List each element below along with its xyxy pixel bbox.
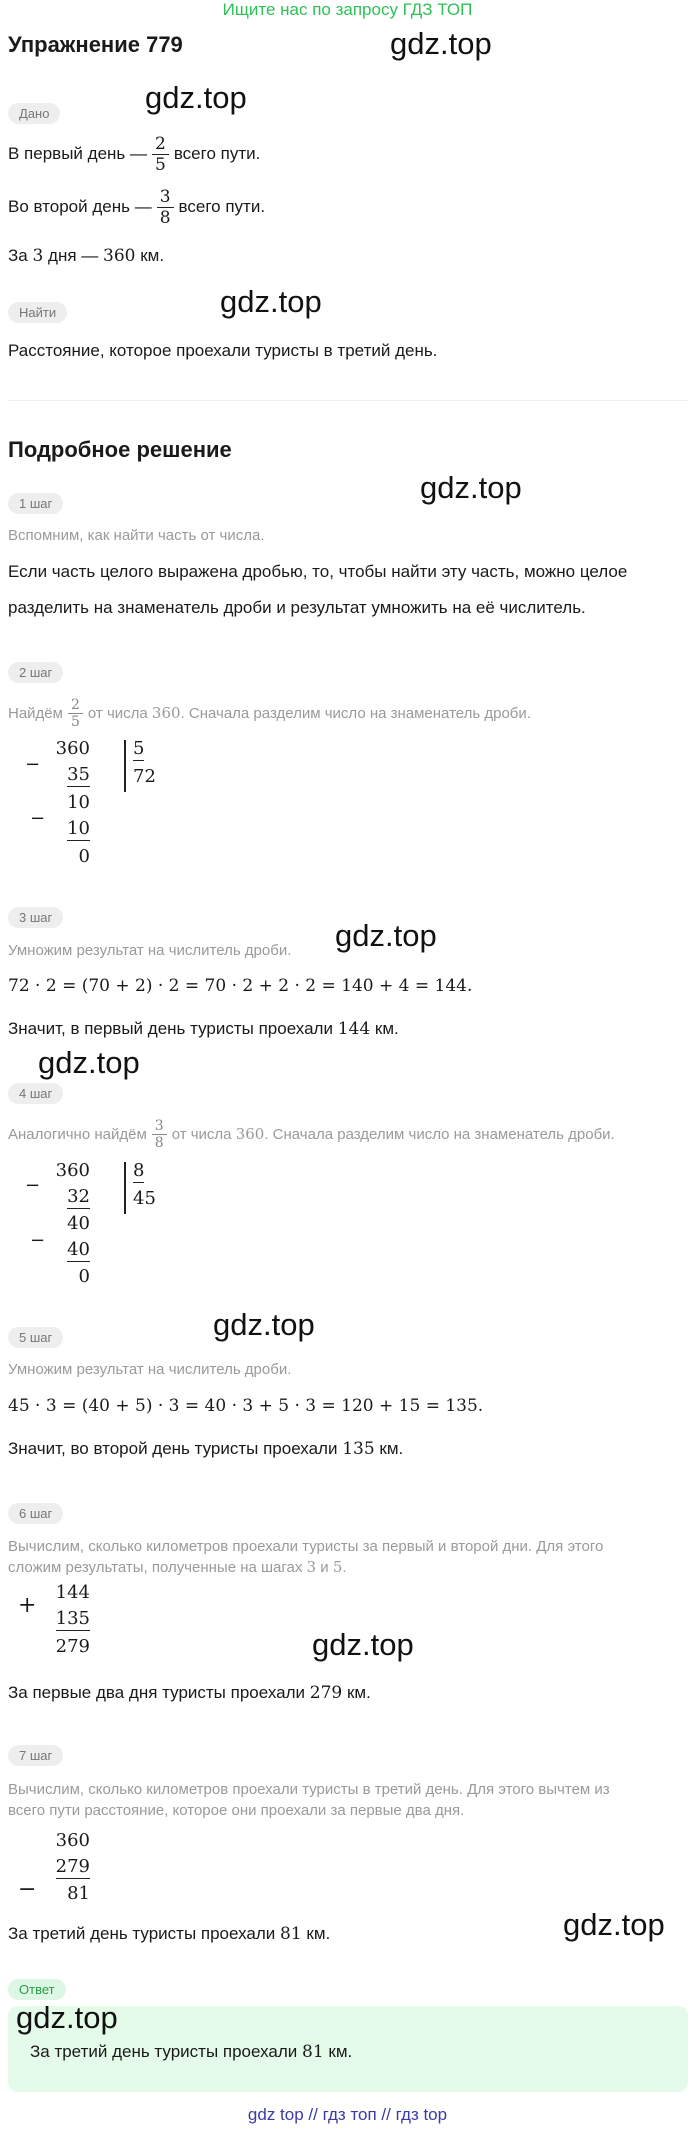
step7-hint-2: всего пути расстояние, которое они проехали за первые два дня. xyxy=(8,1802,465,1819)
long-division-1-divisor: 5 xyxy=(133,738,145,759)
column-addition-sum: 279 xyxy=(55,1636,90,1657)
step3-hint: Умножим результат на числитель дроби. xyxy=(8,942,292,959)
column-addition-b: 135 xyxy=(55,1608,90,1629)
column-subtraction-a: 360 xyxy=(55,1830,90,1851)
step3-result: Значит, в первый день туристы проехали 144 км. xyxy=(8,1019,399,1039)
step2-hint: Найдём $\frac{2}{5}$ от числа 360 . Сначала разделим число на знаменатель дроби. xyxy=(8,696,531,730)
step6-hint-1: Вычислим, сколько километров проехали туристы за первый и второй дни. Для этого xyxy=(8,1538,604,1555)
step7-chip: 7 шаг xyxy=(8,1745,63,1766)
watermark: gdz.top xyxy=(38,1045,140,1080)
long-division-1-rem2: 0 xyxy=(78,846,90,867)
footer-links[interactable]: gdz top // гдз топ // гдз top xyxy=(247,2105,448,2124)
solution-title: Подробное решение xyxy=(8,437,232,462)
step6-chip: 6 шаг xyxy=(8,1503,63,1524)
step1-chip: 1 шаг xyxy=(8,493,63,514)
long-division-1-sign: − xyxy=(30,808,46,829)
fraction: $\frac{3}{8}$ xyxy=(157,187,174,228)
long-division-1-sub2: 10 xyxy=(67,818,90,839)
long-division-2-dividend: 360 xyxy=(55,1160,90,1181)
find-chip: Найти xyxy=(8,302,67,323)
column-subtraction-b: 279 xyxy=(55,1856,90,1877)
step7-result: За третий день туристы проехали 81 км. xyxy=(8,1924,331,1944)
step5-hint: Умножим результат на числитель дроби. xyxy=(8,1361,292,1378)
watermark: gdz.top xyxy=(220,284,322,319)
long-division-2-rem2: 0 xyxy=(78,1266,90,1287)
step5-result: Значит, во второй день туристы проехали 135 км. xyxy=(8,1439,404,1459)
find-text: Расстояние, которое проехали туристы в третий день. xyxy=(8,341,438,360)
step7-hint-1: Вычислим, сколько километров проехали туристы в третий день. Для этого вычтем из xyxy=(8,1781,610,1798)
watermark: gdz.top xyxy=(563,1907,665,1942)
long-division-2-sub1: 32 xyxy=(67,1186,90,1207)
given-chip: Дано xyxy=(8,103,60,124)
watermark: gdz.top xyxy=(213,1307,315,1342)
division-bar xyxy=(124,1162,126,1214)
long-division-2-sign: − xyxy=(25,1175,41,1196)
watermark: gdz.top xyxy=(390,26,492,61)
given-line-2: Во второй день — $\frac{3}{8}$ всего пути. xyxy=(8,186,266,228)
long-division-1-rem1: 10 xyxy=(67,792,90,813)
watermark: gdz.top xyxy=(335,918,437,953)
watermark: gdz.top xyxy=(312,1627,414,1662)
long-division-2-divisor: 8 xyxy=(133,1160,145,1181)
long-division-1-sub1: 35 xyxy=(67,764,90,785)
long-division-2-sign: − xyxy=(30,1230,46,1251)
column-addition-sign: + xyxy=(18,1593,37,1618)
page-title: Упражнение 779 xyxy=(8,32,183,57)
long-division-1-sign: − xyxy=(25,754,41,775)
long-division-2-quotient: 45 xyxy=(133,1188,156,1209)
answer-chip: Ответ xyxy=(8,1979,66,2000)
step1-hint: Вспомним, как найти часть от числа. xyxy=(8,527,265,544)
column-subtraction-sign: − xyxy=(18,1877,37,1902)
step4-hint: Аналогично найдём $\frac{3}{8}$ от числа 360 . Сначала разделим число на знаменатель дроби. xyxy=(8,1117,615,1151)
step4-chip: 4 шаг xyxy=(8,1083,63,1104)
column-subtraction-diff: 81 xyxy=(67,1883,90,1904)
given-line-3: За 3 дня — 360 км. xyxy=(8,246,165,266)
step5-formula: 45 · 3 = (40 + 5) · 3 = 40 · 3 + 5 · 3 = 120 + 15 = 135. xyxy=(8,1396,484,1416)
step6-hint-2: сложим результаты, полученные на шагах 3 и 5. xyxy=(8,1558,347,1576)
search-banner[interactable]: Ищите нас по запросу ГДЗ ТОП xyxy=(222,0,473,19)
divider xyxy=(8,400,688,401)
step1-text-1: Если часть целого выражена дробью, то, чтобы найти эту часть, можно целое xyxy=(8,562,628,581)
fraction: $\frac{3}{8}$ xyxy=(152,1118,167,1151)
watermark: gdz.top xyxy=(16,2000,118,2035)
step2-chip: 2 шаг xyxy=(8,662,63,683)
watermark: gdz.top xyxy=(420,470,522,505)
step1-text-2: разделить на знаменатель дроби и результат умножить на её числитель. xyxy=(8,598,586,617)
long-division-2-sub2: 40 xyxy=(67,1239,90,1260)
division-bar xyxy=(124,740,126,792)
watermark: gdz.top xyxy=(145,80,247,115)
step3-formula: 72 · 2 = (70 + 2) · 2 = 70 · 2 + 2 · 2 = 140 + 4 = 144. xyxy=(8,976,473,996)
step5-chip: 5 шаг xyxy=(8,1327,63,1348)
step6-result: За первые два дня туристы проехали 279 км. xyxy=(8,1683,371,1703)
fraction: $\frac{2}{5}$ xyxy=(152,134,169,175)
fraction: $\frac{2}{5}$ xyxy=(68,697,83,730)
long-division-1-quotient: 72 xyxy=(133,766,156,787)
step3-chip: 3 шаг xyxy=(8,907,63,928)
long-division-2-rem1: 40 xyxy=(67,1213,90,1234)
answer-text: За третий день туристы проехали 81 км. xyxy=(30,2042,353,2062)
column-addition-a: 144 xyxy=(55,1582,90,1603)
given-line-1: В первый день — $\frac{2}{5}$ всего пути. xyxy=(8,133,261,175)
long-division-1-dividend: 360 xyxy=(55,738,90,759)
